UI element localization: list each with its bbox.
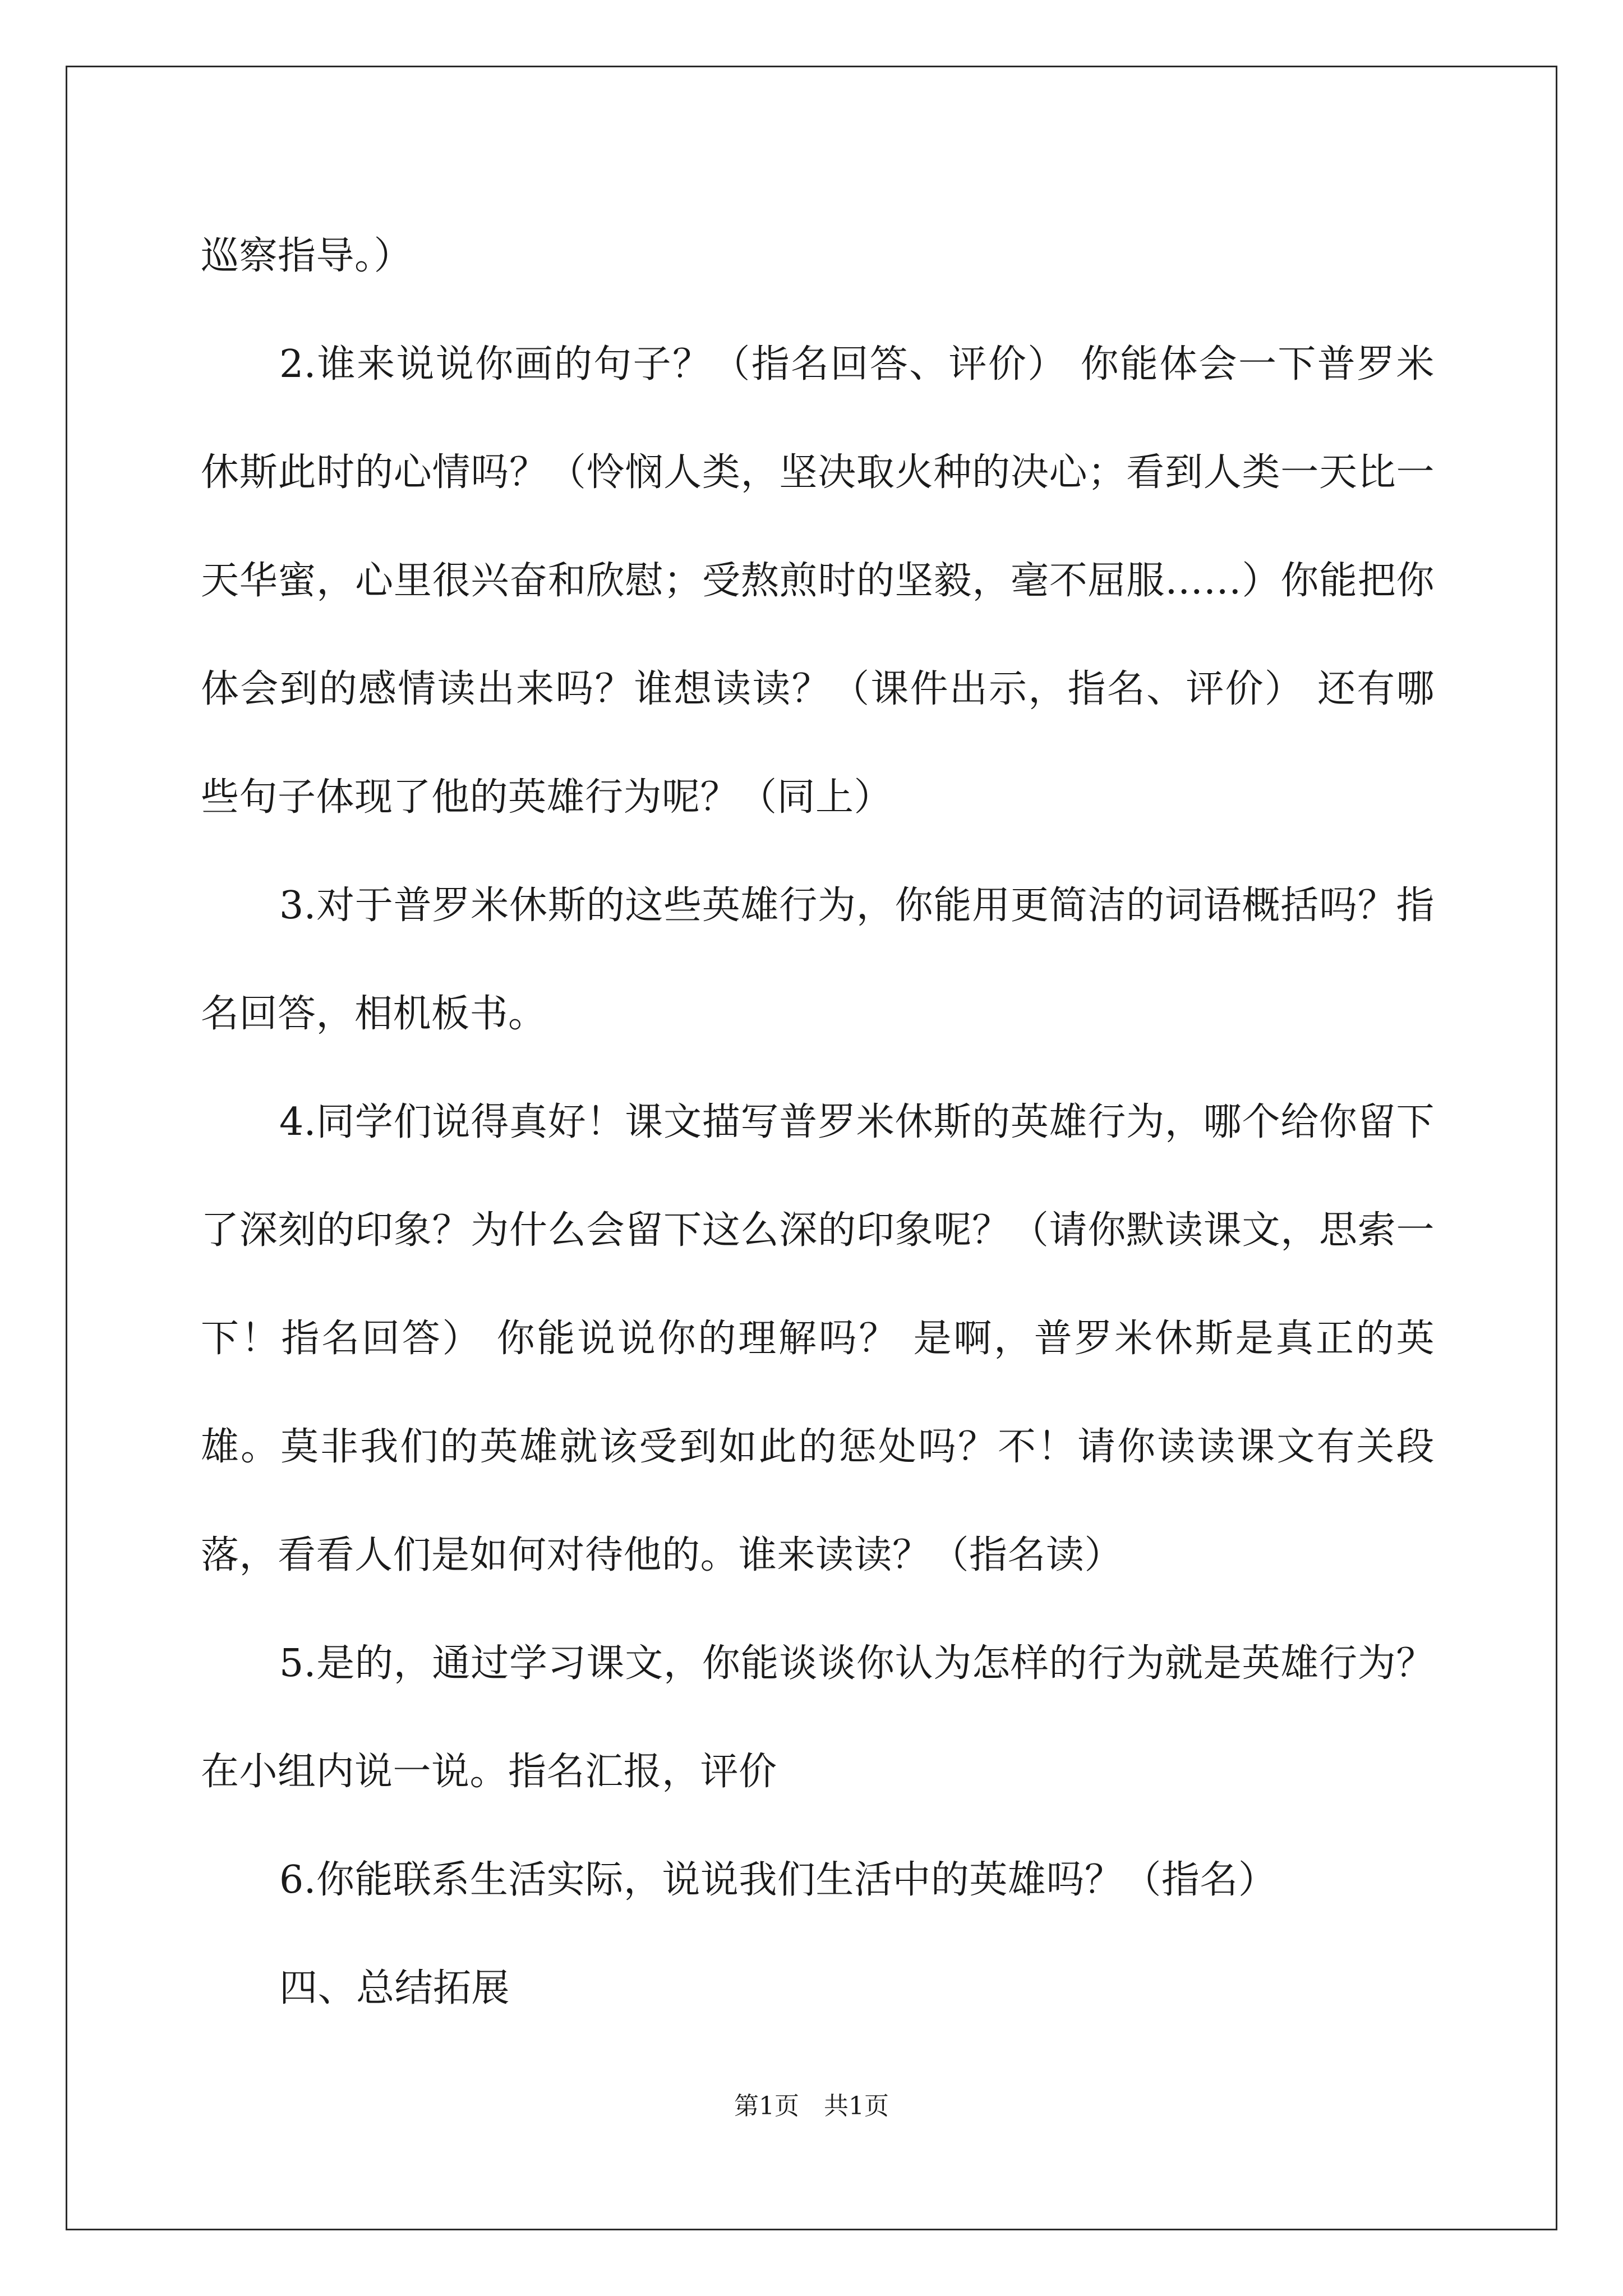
page-number: 第1页 共1页 — [734, 2092, 889, 2120]
paragraph-item-5: 5.是的，通过学习课文，你能谈谈你认为怎样的行为就是英雄行为？在小组内说一说。指名汇报，评价 — [201, 1641, 1435, 1794]
paragraph-item-3: 3.对于普罗米休斯的这些英雄行为，你能用更简洁的词语概括吗？指名回答，相机板书。 — [201, 884, 1435, 1036]
paragraph-item-6: 6.你能联系生活实际，说说我们生活中的英雄吗？（指名） — [279, 1858, 1277, 1902]
document-body — [201, 202, 1435, 2042]
paragraph-item-2: 2.谁来说说你画的句子？（指名回答、评价） 你能体会一下普罗米休斯此时的心情吗？（怜悯人类，坚决取火种的决心；看到人类一天比一天华蜜，心里很兴奋和欣慰；受熬煎时的坚毅，毫不屈服……）你能把你体会到的感情读出来吗？谁想读读？（课件出示，指名、评价） 还有哪些句子体现了他的英雄行为呢？（同上） — [201, 342, 1435, 820]
paragraph-item-4: 4.同学们说得真好！课文描写普罗米休斯的英雄行为，哪个给你留下了深刻的印象？为什么会留下这么深的印象呢？（请你默读课文，思索一下！指名回答） 你能说说你的理解吗？ 是啊，普罗米休斯是真正的英雄。莫非我们的英雄就该受到如此的惩处吗？不！请你读读课文有关段落，看看人们是如何对待他的。谁来读读？（指名读） — [201, 1100, 1435, 1577]
paragraph-continuation: 巡察指导。） — [201, 234, 413, 278]
section-heading: 四、总结拓展 — [279, 1966, 510, 2010]
